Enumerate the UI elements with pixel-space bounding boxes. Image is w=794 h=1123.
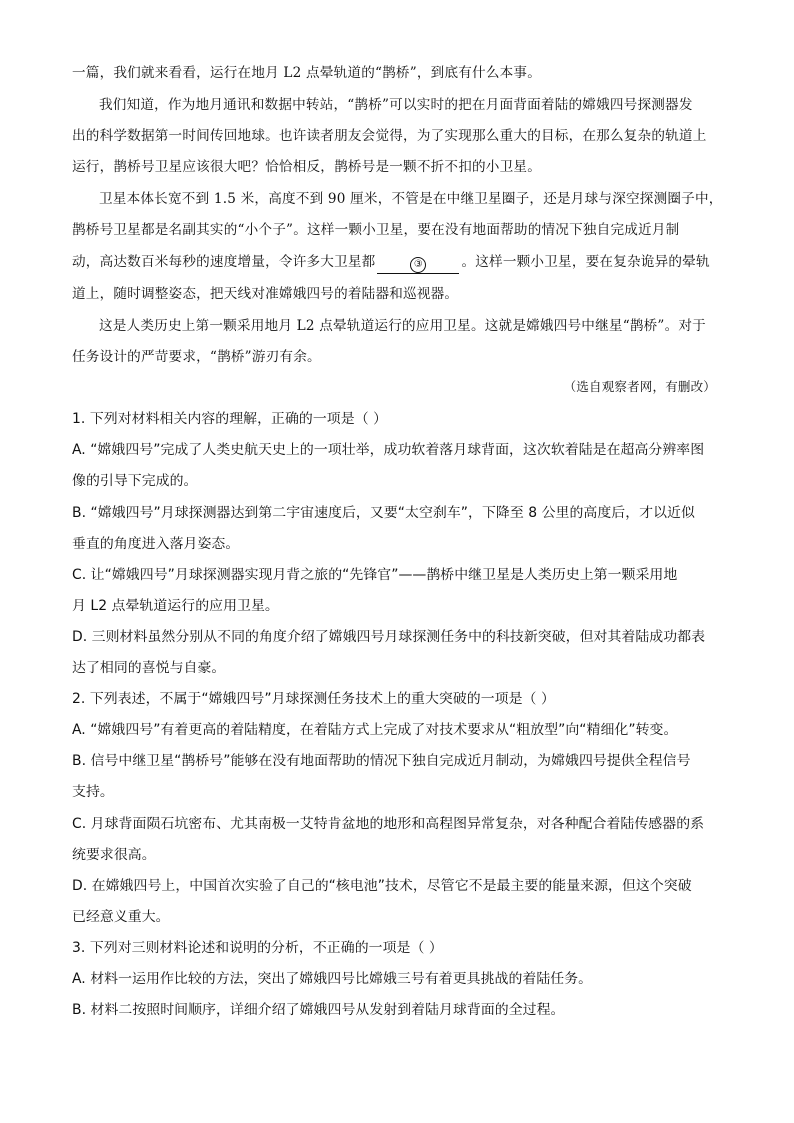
option-b-cont: 垂直的角度进入落月姿态。 <box>72 536 240 552</box>
passage-text: 。这样一颗小卫星，要在复杂诡异的晕轨 <box>461 254 710 270</box>
option-a: A. “嫦娥四号”有着更高的着陆精度，在着陆方式上完成了对技术要求从“粗放型”向“精细化”转变。 <box>72 722 678 738</box>
passage-line: 一篇，我们就来看看，运行在地月 L2 点晕轨道的“鹊桥”，到底有什么本事。 <box>72 65 542 81</box>
passage-line: 出的科学数据第一时间传回地球。也许读者朋友会觉得，为了实现那么重大的目标，在那么复杂的轨道上 <box>72 128 707 144</box>
fill-blank <box>377 258 459 274</box>
question-stem: 1. 下列对材料相关内容的理解，正确的一项是（ ） <box>72 411 388 427</box>
passage-line: 这是人类历史上第一颗采用地月 L2 点晕轨道运行的应用卫星。这就是嫦娥四号中继星“鹊桥”。对于 <box>99 318 706 334</box>
question-stem: 2. 下列表述，不属于“嫦娥四号”月球探测任务技术上的重大突破的一项是（ ） <box>72 691 555 707</box>
option-c: C. 月球背面陨石坑密布、尤其南极一艾特肯盆地的地形和高程图异常复杂，对各种配合着陆传感器的系 <box>72 816 705 832</box>
passage-line: 道上，随时调整姿态，把天线对准嫦娥四号的着陆器和巡视器。 <box>72 286 459 302</box>
option-a: A. 材料一运用作比较的方法，突出了嫦娥四号比嫦娥三号有着更具挑战的着陆任务。 <box>72 971 593 987</box>
passage-line: 我们知道，作为地月通讯和数据中转站，“鹊桥”可以实时的把在月面背面着陆的嫦娥四号探测器发 <box>99 97 693 113</box>
option-c: C. 让“嫦娥四号”月球探测器实现月背之旅的“先锋官”——鹊桥中继卫星是人类历史上第一颗采用地 <box>72 567 678 583</box>
option-b: B. “嫦娥四号”月球探测器达到第二宇宙速度后，又要“太空刹车”，下降至 8 公里的高度后，才以近似 <box>72 505 695 521</box>
option-d: D. 在嫦娥四号上，中国首次实验了自己的“核电池”技术，尽管它不是最主要的能量来源，但这个突破 <box>72 878 692 894</box>
option-b: B. 信号中继卫星“鹊桥号”能够在没有地面帮助的情况下独自完成近月制动，为嫦娥四号提供全程信号 <box>72 753 691 769</box>
source-citation: （选自观察者网，有删改） <box>563 379 716 394</box>
passage-text: 动，高达数百米每秒的速度增量，令许多大卫星都 <box>72 254 376 270</box>
blank-number-marker: ③ <box>410 257 426 273</box>
option-a: A. “嫦娥四号”完成了人类史航天史上的一项壮举，成功软着落月球背面，这次软着陆是在超高分辨率图 <box>72 442 705 458</box>
passage-line-with-blank <box>72 256 722 274</box>
passage-line: 鹊桥号卫星都是名副其实的“小个子”。这样一颗小卫星，要在没有地面帮助的情况下独自完成近月制 <box>72 222 680 238</box>
option-c-cont: 统要求很高。 <box>72 847 156 863</box>
option-b-cont: 支持。 <box>72 784 114 800</box>
option-a-cont: 像的引导下完成的。 <box>72 473 198 489</box>
passage-line: 任务设计的严苛要求，“鹊桥”游刃有余。 <box>72 349 321 365</box>
passage-line: 运行，鹊桥号卫星应该很大吧？恰恰相反，鹊桥号是一颗不折不扣的小卫星。 <box>72 159 541 175</box>
option-d-cont: 达了相同的喜悦与自豪。 <box>72 660 226 676</box>
question-stem: 3. 下列对三则材料论述和说明的分析，不正确的一项是（ ） <box>72 940 443 956</box>
option-c-cont: 月 L2 点晕轨道运行的应用卫星。 <box>72 598 279 614</box>
option-b: B. 材料二按照时间顺序，详细介绍了嫦娥四号从发射到着陆月球背面的全过程。 <box>72 1002 565 1018</box>
option-d: D. 三则材料虽然分别从不同的角度介绍了嫦娥四号月球探测任务中的科技新突破，但对其着陆成功都表 <box>72 629 706 645</box>
option-d-cont: 已经意义重大。 <box>72 909 170 925</box>
passage-line: 卫星本体长宽不到 1.5 米，高度不到 90 厘米，不管是在中继卫星圈子，还是月球与深空探测圈子中， <box>99 191 723 207</box>
